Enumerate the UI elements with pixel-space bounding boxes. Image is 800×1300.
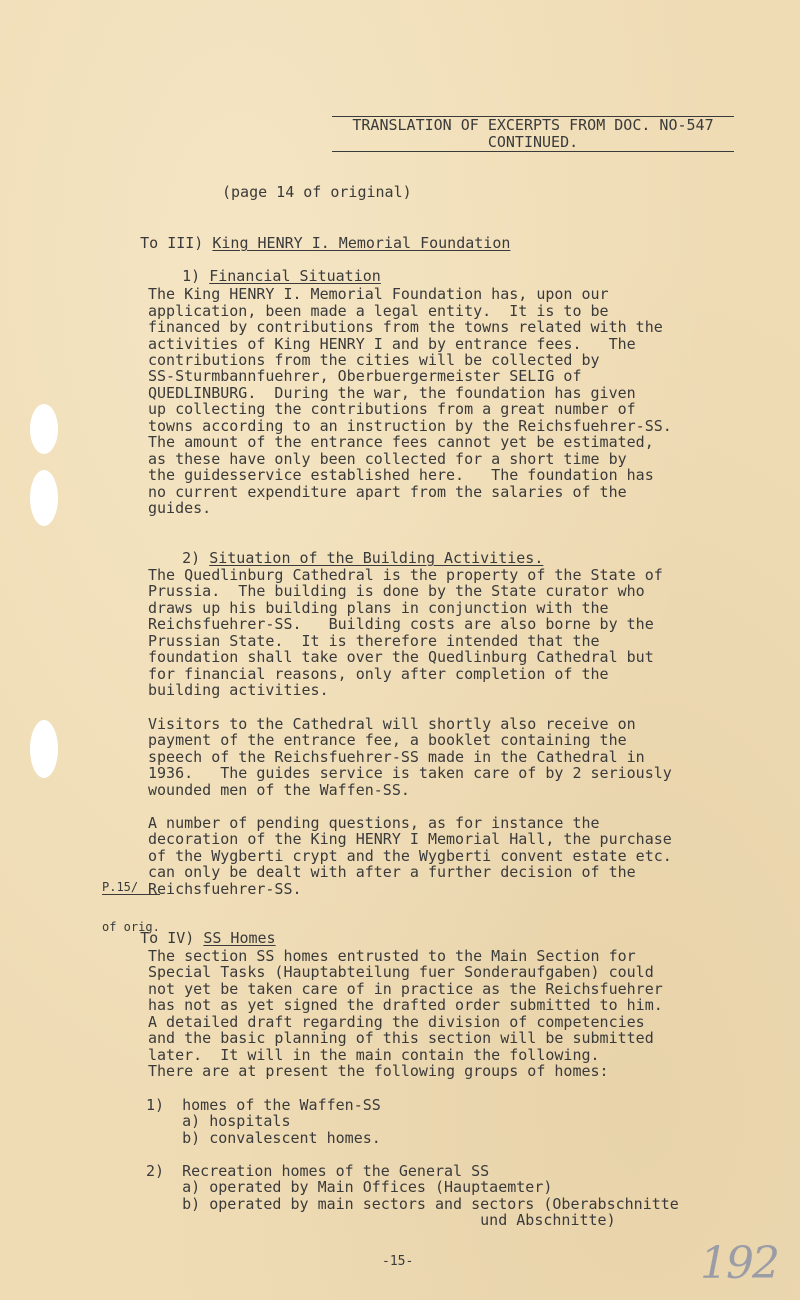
text-line: 1936. The guides service is taken care of by 2 seriously — [148, 764, 672, 782]
text-line: Prussian State. It is therefore intended that the — [148, 632, 600, 650]
text-line: the guidesservice established here. The foundation has — [148, 466, 654, 484]
text-line: activities of King HENRY I and by entrance fees. The — [148, 335, 636, 353]
text-line: for financial reasons, only after completion of the — [148, 665, 609, 683]
list-item: 2) Recreation homes of the General SS — [146, 1162, 490, 1180]
punch-hole-middle — [30, 470, 58, 526]
text-line: draws up his building plans in conjunction with the — [148, 599, 609, 617]
document-header — [332, 116, 734, 152]
text-line: of the Wygberti crypt and the Wygberti convent estate etc. — [148, 847, 672, 865]
text-line: contributions from the cities will be collected by — [148, 351, 600, 369]
list-item: b) operated by main sectors and sectors (Oberabschnitte — [146, 1195, 679, 1213]
text-line: Visitors to the Cathedral will shortly also receive on — [148, 715, 636, 733]
text-line: as these have only been collected for a short time by — [148, 450, 627, 468]
text-line: The King HENRY I. Memorial Foundation has, upon our — [148, 285, 609, 303]
text-line: A detailed draft regarding the division of competencies — [148, 1013, 645, 1031]
page-number: -15- — [382, 1254, 414, 1269]
text-line: The Quedlinburg Cathedral is the property of the State of — [148, 566, 663, 584]
text-line: Reichsfuehrer-SS. — [148, 880, 302, 898]
text-line: A number of pending questions, as for instance the — [148, 814, 600, 832]
punch-hole-top — [30, 404, 58, 454]
list-item: 1) homes of the Waffen-SS — [146, 1096, 381, 1114]
section-4-heading: To IV) SS Homes — [140, 929, 276, 948]
text-line: up collecting the contributions from a great number of — [148, 400, 636, 418]
list-item: a) operated by Main Offices (Hauptaemter) — [146, 1178, 553, 1196]
text-line: not yet be taken care of in practice as the Reichsfuehrer — [148, 980, 663, 998]
header-title: TRANSLATION OF EXCERPTS FROM DOC. NO-547 — [352, 116, 714, 134]
text-line: financed by contributions from the towns related with the — [148, 318, 663, 336]
punch-hole-bottom — [30, 720, 58, 778]
text-line: payment of the entrance fee, a booklet containing the — [148, 731, 627, 749]
text-line: Prussia. The building is done by the State curator who — [148, 582, 645, 600]
margin-page-note: P.15/ of orig. — [102, 880, 160, 934]
text-line: and the basic planning of this section will be submitted — [148, 1029, 654, 1047]
handwritten-page-number: 192 — [700, 1238, 778, 1289]
text-line: The section SS homes entrusted to the Main Section for — [148, 947, 636, 965]
header-title-continued: CONTINUED. — [332, 134, 734, 152]
text-line: wounded men of the Waffen-SS. — [148, 781, 410, 799]
subsection-1-heading: 1) Financial Situation — [182, 267, 381, 286]
text-line: has not as yet signed the drafted order submitted to him. — [148, 996, 663, 1014]
list-item: b) convalescent homes. — [146, 1129, 381, 1147]
section-3-heading: To III) King HENRY I. Memorial Foundation — [140, 234, 511, 253]
list-item: a) hospitals — [146, 1112, 291, 1130]
text-line: The amount of the entrance fees cannot yet be estimated, — [148, 433, 654, 451]
text-line: speech of the Reichsfuehrer-SS made in the Cathedral in — [148, 748, 645, 766]
text-line: Reichsfuehrer-SS. Building costs are also borne by the — [148, 615, 654, 633]
text-line: building activities. — [148, 681, 329, 699]
text-line: can only be dealt with after a further decision of the — [148, 863, 636, 881]
text-line: QUEDLINBURG. During the war, the foundation has given — [148, 384, 636, 402]
text-line: no current expenditure apart from the salaries of the — [148, 483, 627, 501]
text-line: SS-Sturmbannfuehrer, Oberbuergermeister SELIG of — [148, 367, 582, 385]
subsection-2-heading: 2) Situation of the Building Activities. — [182, 549, 544, 568]
list-item: und Abschnitte) — [146, 1211, 616, 1229]
text-line: Special Tasks (Hauptabteilung fuer Sonderaufgaben) could — [148, 963, 654, 981]
text-line: foundation shall take over the Quedlinburg Cathedral but — [148, 648, 654, 666]
page-reference: (page 14 of original) — [222, 183, 412, 201]
text-line: decoration of the King HENRY I Memorial Hall, the purchase — [148, 830, 672, 848]
text-line: later. It will in the main contain the following. — [148, 1046, 600, 1064]
text-line: There are at present the following groups of homes: — [148, 1062, 609, 1080]
text-line: guides. — [148, 499, 212, 517]
text-line: towns according to an instruction by the Reichsfuehrer-SS. — [148, 417, 672, 435]
text-line: application, been made a legal entity. It is to be — [148, 302, 609, 320]
